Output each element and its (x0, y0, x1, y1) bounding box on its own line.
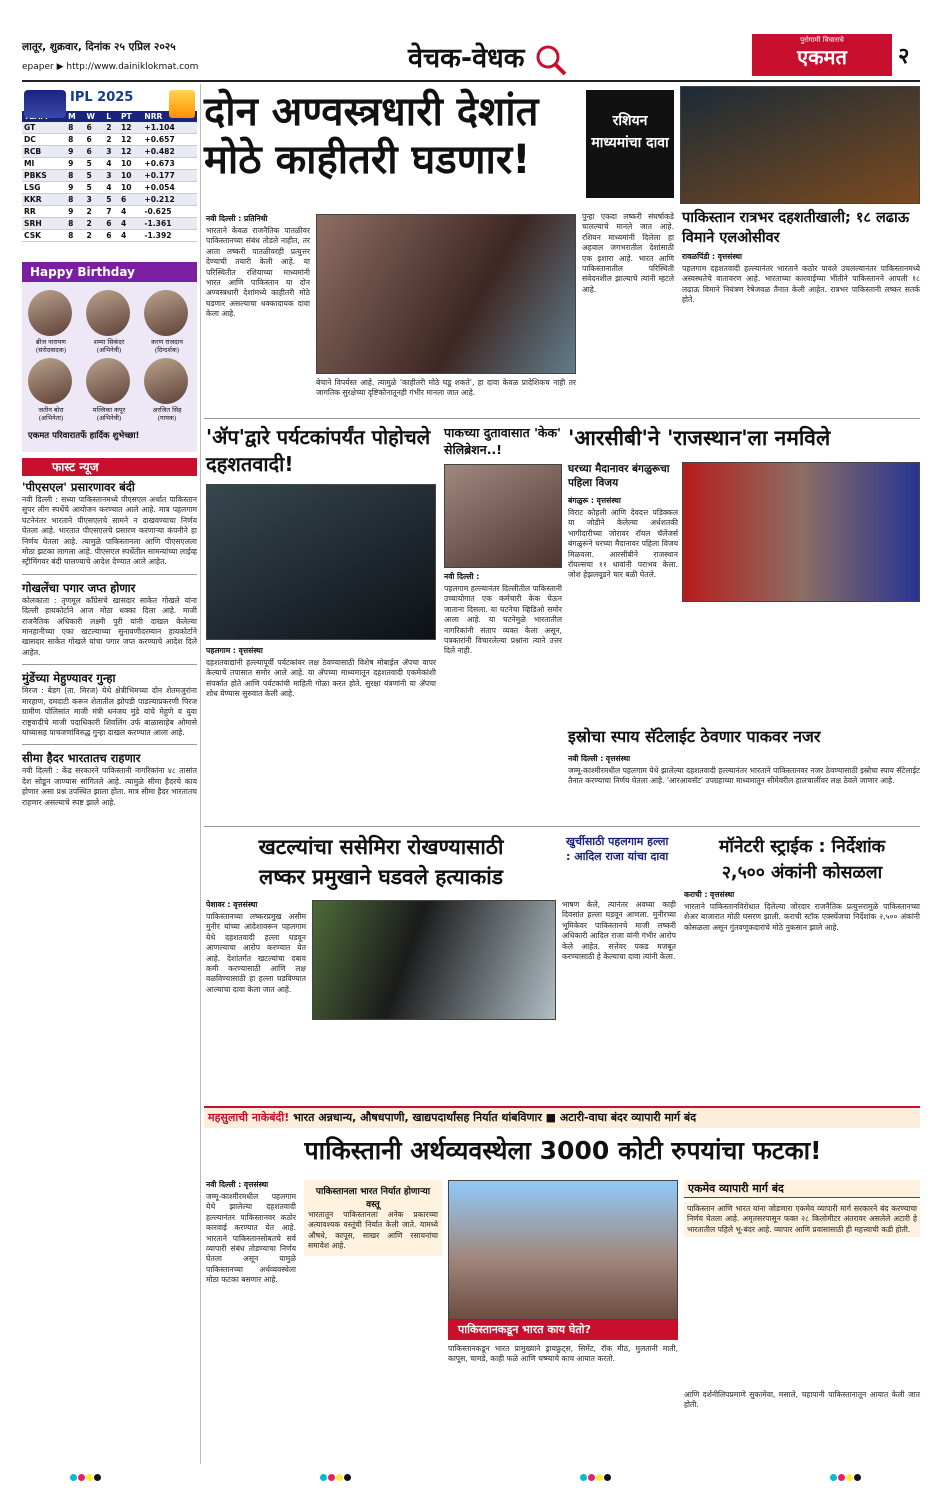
monetary-headline-line: २,५०० अंकांनी कोसळला (721, 863, 883, 883)
ipl-cell: +0.482 (142, 146, 197, 158)
lead-body: भारताने केवळ राजनैतिक पातळीवर पाकिस्तानच्या संबंध तोडले नाहीत, तर आता लष्करी पातळीवरही प्रत्युत्तर देण्याची तयारी केली आहे. या परिस्थितीत रशियाच्या माध्यमांनी भारत आणि पाकिस्तान या दोन अण्वस्त्रधारी देशांमध्ये काहीतरी मोठे घडणार असल्याचा धक्कादायक दावा केला आहे. (206, 226, 310, 319)
magenta-dot-icon (838, 1474, 845, 1481)
ipl-cell: 2 (104, 134, 119, 146)
ipl-cell: 2 (85, 230, 105, 242)
ipl-cell: 9 (66, 206, 84, 218)
ipl-cell: LSG (22, 182, 66, 194)
band-hot: महसुलाची नाकेबंदी! (208, 1111, 290, 1124)
import-caption: पाकिस्तानकडून भारत प्रामुख्याने ड्रायफ्रुट्स, सिमेंट, रॉक मीठ, मुलतानी माती, कापूस, चामडे, काही फळे आणि चष्म्याचे काच आयात करतो. (448, 1344, 678, 1364)
ipl-cell: 5 (85, 158, 105, 170)
ipl-cell: 8 (66, 230, 84, 242)
ipl-table (22, 111, 197, 242)
black-dot-icon (604, 1474, 611, 1481)
ipl-cell: -1.392 (142, 230, 197, 242)
magenta-dot-icon (328, 1474, 335, 1481)
ipl-column-header: NRR (142, 111, 197, 122)
lead-headline-line: दोन अण्वस्त्रधारी देशांत (204, 89, 539, 135)
economy-headline: पाकिस्तानी अर्थव्यवस्थेला 3000 कोटी रुपयांचा फटका! (304, 1136, 822, 1165)
column-rule (200, 84, 201, 1464)
lashkar-dateline: पेशावर : वृत्तसंस्था (206, 900, 258, 909)
pak-alert-body: पहलगाम दहशतवादी हल्ल्यानंतर भारताने कठोर पावले उचलल्यानंतर पाकिस्तानमध्ये अस्वस्थतेचे वातावरण आहे. भारताच्या कारवाईच्या भीतीने पाकिस्तानने आपली १८ लढाऊ विमाने नियंत्रण रेषेजवळ तैनात केली आहेत. रात्रभर पाकिस्तानी लष्कर सतर्क होते. (682, 264, 920, 305)
ipl-cell: 12 (119, 146, 142, 158)
monetary-headline-line: मॉनेटरी स्ट्राईक : निर्देशांक (718, 837, 886, 857)
ipl-cell: 8 (66, 170, 84, 182)
avatar (144, 290, 188, 336)
mosque-photo (448, 1180, 678, 1320)
ipl-cell: 10 (119, 182, 142, 194)
ipl-cell: 3 (104, 170, 119, 182)
black-dot-icon (94, 1474, 101, 1481)
ipl-cell: -0.625 (142, 206, 197, 218)
lashkar-headline-line: लष्कर प्रमुखाने घडवले हत्याकांड (259, 865, 503, 889)
monetary-dateline: कराची : वृत्तसंस्था (684, 890, 735, 899)
lashkar-headline-line: खटल्यांचा ससेमिरा रोखण्यासाठी (258, 835, 504, 859)
table-row (22, 194, 197, 206)
fighter-jet-photo (680, 86, 920, 204)
section-rule (204, 826, 920, 827)
pak-alert-dateline: रावळपिंडी : वृत्तसंस्था (682, 252, 742, 261)
registration-marks (830, 1474, 862, 1483)
epaper-url[interactable] (22, 62, 198, 72)
lead-body: पुन्हा एकदा लष्करी संघर्षाकडे चालल्याचे मानले जात आहे. रशियन माध्यमांनी दिलेला हा अहवाल जगभरातील देशांसाठी एक इशारा आहे. भारत आणि पाकिस्तानातील परिस्थिती संवेदनशील झाल्याचे त्यांनी म्हटले आहे. (582, 212, 674, 294)
table-row (22, 182, 197, 194)
ipl-cell: PBKS (22, 170, 66, 182)
ipl-cell: +0.673 (142, 158, 197, 170)
app-story-headline: 'ॲप'द्वारे पर्यटकांपर्यंत पोहोचले दहशतवादी! (206, 425, 431, 476)
ipl-column-header: L (104, 111, 119, 122)
fast-news-body: कोलकाता : तृणमूल काँग्रेसचे खासदार साकेत गोखले यांना दिल्ली हायकोर्टाने आज मोठा धक्का दिला आहे. माजी राजनैतिक अधिकारी लक्ष्मी पुरी यांनी दाखल केलेल्या मानहानीच्या एका खटल्याच्या सुनावणीदरम्यान हायकोर्टाने खासदार साकेत गोखले यांचा पगार जप्त करण्याचे आदेश दिले आहेत. (22, 595, 197, 657)
ipl-cell: 7 (104, 206, 119, 218)
ipl-cell: 4 (104, 182, 119, 194)
birthday-box (22, 262, 197, 452)
ipl-column-header: M (66, 111, 84, 122)
ipl-cell: +0.177 (142, 170, 197, 182)
yellow-dot-icon (336, 1474, 343, 1481)
ipl-cell: 9 (66, 146, 84, 158)
cyan-dot-icon (580, 1474, 587, 1481)
ipl-cell: 3 (85, 194, 105, 206)
magenta-dot-icon (78, 1474, 85, 1481)
fast-news-body: नवी दिल्ली : सध्या पाकिस्तानमध्ये पीएसएल अर्थात पाकिस्तान सुपर लीग स्पर्धेचे आयोजन करण्यात आले आहे. मात्र पहलगाम घटनेनंतर भारताने पीएसएलचे सामने न दाखवण्याचा निर्णय घेतला आहे. भारतात पीएसएलचे प्रसारण करणाऱ्या कंपनीने हा निर्णय घेतला आहे. त्यामुळे पाकिस्तानला आणि पीएसएलला मोठा झटका लागला आहे. पीएसएल स्पर्धेतील सामन्यांच्या लाईव्ह स्ट्रीमिंगवर बंदी घालण्याचे आदेश देण्यात आले आहेत. (22, 495, 197, 567)
app-story-body: दहशतवाद्यांनी हल्ल्यापूर्वी पर्यटकांवर लक्ष ठेवण्यासाठी विशेष मोबाईल ॲपचा वापर केल्याचे तपासात समोर आले आहे. या ॲपच्या माध्यमातून दहशतवादी एकमेकांशी संपर्कात होते आणि पर्यटकांची माहिती गोळा करत होते. सुरक्षा यंत्रणांनी या ॲपचा शोध घेण्यास सुरुवात केली आहे. (206, 658, 436, 699)
avatar (86, 290, 130, 336)
dateline: लातूर, शुक्रवार, दिनांक २५ एप्रिल २०२५ (22, 41, 176, 53)
ipl-cell: 8 (66, 134, 84, 146)
pahalgam-claim-body: भाषण केले, त्यानंतर अवघ्या काही दिवसांत हल्ला घडवून आणला. मुनीरच्या भूमिकेवर पाकिस्तानचे माजी लष्करी अधिकारी आदिल राजा यांनी गंभीर आरोप केले आहेत. सत्तेवर पकड मजबूत करण्यासाठी हे केल्याचा दावा त्यांनी केला. (562, 900, 676, 962)
ipl-cell: DC (22, 134, 66, 146)
avatar (28, 358, 72, 404)
birthday-person: शम्मा सिकंदर (अभिनेत्री) (93, 338, 125, 354)
ipl-cell: 10 (119, 170, 142, 182)
ipl-cell: 4 (119, 206, 142, 218)
table-row (22, 158, 197, 170)
ipl-cell: +0.657 (142, 134, 197, 146)
brand-logo (752, 34, 892, 76)
section-title (408, 38, 568, 77)
trade-band (204, 1106, 920, 1128)
app-story-dateline: पहलगाम : वृत्तसंस्था (206, 646, 263, 655)
lead-kicker: रशियन माध्यमांचा दावा (586, 90, 674, 198)
ipl-cell: 6 (85, 134, 105, 146)
ipl-cell: 10 (119, 158, 142, 170)
ipl-logo-icon (24, 90, 66, 118)
fast-news-headline: 'पीएसएल' प्रसारणावर बंदी (22, 480, 135, 494)
isro-dateline: नवी दिल्ली : वृत्तसंस्था (568, 754, 631, 763)
ipl-cell: 6 (85, 122, 105, 134)
black-dot-icon (344, 1474, 351, 1481)
birthday-title: Happy Birthday (22, 262, 197, 282)
ipl-cell: +1.104 (142, 122, 197, 134)
ipl-cell: 3 (104, 146, 119, 158)
economy-dateline: नवी दिल्ली : वृत्तसंस्था (206, 1180, 269, 1189)
ipl-cell: -1.361 (142, 218, 197, 230)
ipl-cell: SRH (22, 218, 66, 230)
section-rule (204, 418, 920, 419)
ipl-cell: 5 (85, 170, 105, 182)
birthday-person: अरजित सिंह (गायक) (152, 406, 182, 422)
band-text: भारत अन्नधान्य, औषधपाणी, खाद्यपदार्थांसह निर्यात थांबविणार ■ अटारी-वाघा बंदर व्यापारी मार्ग बंद (293, 1111, 697, 1124)
header-rule (22, 80, 920, 82)
ipl-cell: KKR (22, 194, 66, 206)
fast-news-headline: सीमा हैदर भारतातच राहणार (22, 751, 141, 766)
page-number: २ (898, 44, 910, 69)
yellow-dot-icon (846, 1474, 853, 1481)
magnifier-icon (534, 43, 568, 77)
rcb-dateline: बंगळुरू : वृत्तसंस्था (568, 496, 621, 505)
export-box-body: भारतातून पाकिस्तानला अनेक प्रकारच्या अत्यावश्यक वस्तूंची निर्यात केली जाते. यामध्ये औषधे, कापूस, साखर आणि रसायनांचा समावेश आहे. (308, 1210, 438, 1251)
lead-headline (204, 88, 538, 184)
app-story-photo (206, 484, 436, 640)
ipl-cell: +0.212 (142, 194, 197, 206)
ipl-column-header: W (85, 111, 105, 122)
lashkar-headline (206, 832, 556, 892)
ipl-cell: GT (22, 122, 66, 134)
magenta-dot-icon (588, 1474, 595, 1481)
section-title-text: वेचक-वेधक (408, 43, 525, 74)
ipl-cell: 12 (119, 134, 142, 146)
table-row (22, 122, 197, 134)
rcb-photo (682, 462, 920, 602)
economy-body: जम्मू-काश्मीरमधील पहलगाम येथे झालेल्या दहशतवादी हल्ल्यानंतर पाकिस्तानवर कठोर कारवाई करण्यात येत आहे. भारताने पाकिस्तानसोबतचे सर्व व्यापारी संबंध तोडण्याचा निर्णय घेतला असून यामुळे पाकिस्तानच्या अर्थव्यवस्थेला मोठा फटका बसणार आहे. (206, 1192, 296, 1285)
epaper-label: epaper (22, 62, 54, 72)
import-caption-headline: पाकिस्तानकडून भारत काय घेतो? (448, 1320, 678, 1340)
ipl-cell: 2 (85, 206, 105, 218)
birthday-person: मल्लिका कपूर (अभिनेत्री) (92, 406, 126, 422)
table-row (22, 134, 197, 146)
ipl-cell: RR (22, 206, 66, 218)
table-row (22, 146, 197, 158)
cake-story-photo (444, 464, 562, 568)
ipl-cell: 8 (66, 122, 84, 134)
birthday-person: करण राजदान (दिग्दर्शक) (151, 338, 183, 354)
brand-tagline: पुरोगामी विचाराचे (800, 36, 844, 44)
divider (22, 664, 197, 665)
fast-news-column (22, 480, 197, 808)
globe-icon: ▶ (56, 62, 64, 72)
pak-alert-headline: पाकिस्तान रात्रभर दहशतीखाली; १८ लढाऊ विमाने एलओसीवर (682, 210, 910, 246)
fast-news-headline: मुंडेंच्या मेहुण्यावर गुन्हा (22, 671, 116, 686)
lashkar-body: पाकिस्तानच्या लष्करप्रमुख असीम मुनीर यांच्या आदेशावरून पहलगाम येथे दहशतवादी हल्ला घडवून आणल्याचा आरोप करण्यात येत आहे. देशांतर्गत खटल्यांचा दबाव कमी करण्यासाठी आणि लक्ष वळविण्यासाठी हा हल्ला घडविण्यात आल्याचा दावा केला जात आहे. (206, 912, 306, 994)
brand-name: एकमत (797, 45, 847, 69)
fast-news-body: मिरज : बेडग (ता. मिरज) येथे क्षेत्रीभिमच्या दोन शेतमजुरांना मारहाण, दमदाटी करून शेतातील झोपडी पाडल्याप्रकरणी पिरज ग्रामीण पोलिसांत माजी मंत्री धनंजय मुंडे यांचे मेहुणे व युवा राष्ट्रवादीचे माजी पदाधिकारी शिवलिंग उर्फ बाळासाहेब ओमासे यांच्यासह पाचजणांविरुद्ध गुन्हा दाखल करण्यात आला आहे. (22, 686, 197, 737)
pahalgam-claim-headline: खुर्चीसाठी पहलगाम हल्ला : आदिल राजा यांचा दावा (566, 835, 669, 863)
ipl-cell: 6 (104, 218, 119, 230)
cake-story-body: पहलगाम हल्ल्यानंतर दिल्लीतील पाकिस्तानी उच्चायोगात एक कर्मचारी केक घेऊन जाताना दिसला. या घटनेचा व्हिडिओ समोर आला आहे. या घटनेमुळे भारतातील नागरिकांनी संताप व्यक्त केला असून, पत्रकारांनी विचारलेल्या प्रश्नांना त्याने उत्तर दिले नाही. (444, 584, 562, 656)
trade-route-body: पाकिस्तान आणि भारत यांना जोडणारा एकमेव व्यापारी मार्ग सरकारने बंद करण्याचा निर्णय घेतला आहे. अमृतसरपासून फक्त २८ किलोमीटर अंतरावर असलेले अटारी हे भारतातील पहिले भू-बंदर आहे. व्यापार आणि प्रवासासाठी ही महत्त्वाची कडी होती. (684, 1202, 920, 1237)
cyan-dot-icon (320, 1474, 327, 1481)
cake-story-dateline: नवी दिल्ली : (444, 572, 480, 581)
leaders-photo (316, 214, 576, 374)
cyan-dot-icon (70, 1474, 77, 1481)
ipl-cell: 6 (104, 230, 119, 242)
ipl-cell: 5 (104, 194, 119, 206)
fast-news-body: नवी दिल्ली : केंद्र सरकारने पाकिस्तानी नागरिकांना ४८ तासांत देश सोडून जाण्यास सांगितले आहे. त्यामुळे सीमा हैदरचे काय होणार असा प्रश्न उपस्थित झाला होता. मात्र सीमा हैदर भारतातच राहणार असल्याचे स्पष्ट झाले आहे. (22, 766, 197, 807)
isro-headline: इस्रोचा स्पाय सॅटेलाईट ठेवणार पाकवर नजर (568, 727, 821, 746)
birthday-footer: एकमत परिवारातर्फे हार्दिक शुभेच्छा! (28, 431, 140, 441)
export-box-headline: पाकिस्तानला भारत निर्यात होणाऱ्या वस्तू (315, 1187, 431, 1210)
ipl-cell: 2 (104, 122, 119, 134)
ipl-cell: 4 (104, 158, 119, 170)
ipl-cell: 8 (66, 218, 84, 230)
divider (22, 574, 197, 575)
ipl-cell: +0.054 (142, 182, 197, 194)
ipl-cell: CSK (22, 230, 66, 242)
cake-story-headline: पाकच्या दुतावासात 'केक' सेलिब्रेशन..! (444, 425, 561, 457)
avatar (28, 290, 72, 336)
yellow-dot-icon (86, 1474, 93, 1481)
trophy-icon (169, 90, 195, 118)
birthday-person: ब्रीज नारायण (सरोदवादक) (35, 338, 67, 354)
table-row (22, 230, 197, 242)
cyan-dot-icon (830, 1474, 837, 1481)
yellow-dot-icon (596, 1474, 603, 1481)
fast-news-headline: गोखलेंचा पगार जप्त होणार (22, 580, 136, 595)
registration-marks (70, 1474, 102, 1483)
birthday-person: जतीन बोरा (अभिनेता) (38, 406, 64, 422)
rcb-subheadline: घरच्या मैदानावर बंगळुरूचा पहिला विजय (568, 463, 670, 489)
black-dot-icon (854, 1474, 861, 1481)
registration-marks (320, 1474, 352, 1483)
lead-dateline: नवी दिल्ली : प्रतिनिधी (206, 214, 268, 223)
export-box (304, 1180, 442, 1256)
ipl-title: IPL 2025 (70, 90, 134, 105)
ipl-cell: 5 (85, 182, 105, 194)
epaper-link[interactable]: http://www.dainiklokmat.com (66, 62, 199, 72)
table-row (22, 206, 197, 218)
ipl-points-table (22, 90, 197, 260)
table-row (22, 170, 197, 182)
lashkar-photo (312, 900, 556, 1020)
ipl-cell: 2 (85, 218, 105, 230)
ipl-cell: 4 (119, 218, 142, 230)
ipl-cell: 12 (119, 122, 142, 134)
ipl-cell: 6 (85, 146, 105, 158)
trade-route-body-extra: आणि दर्शनीलिपप्रमाणे सुकामेवा, मसाले, चहापानी पाकिस्तानातून आयात केली जात होती. (684, 1390, 920, 1410)
ipl-cell: 8 (66, 194, 84, 206)
rcb-headline: 'आरसीबी'ने 'राजस्थान'ला नमविले (568, 426, 831, 450)
monetary-body: भारताने पाकिस्तानविरोधात दिलेल्या जोरदार राजनैतिक प्रत्युत्तरामुळे पाकिस्तानच्या शेअर बाजारात मोठी घसरण झाली. कराची स्टॉक एक्स्चेंजचा निर्देशांक २,५०० अंकांनी कोसळला असून गुंतवणूकदारांचे मोठे नुकसान झाले आहे. (684, 902, 920, 932)
monetary-headline (684, 834, 920, 886)
ipl-cell: MI (22, 158, 66, 170)
trade-route-headline: एकमेव व्यापारी मार्ग बंद (684, 1180, 920, 1198)
registration-marks (580, 1474, 612, 1483)
fast-news-label: फास्ट न्यूज (22, 458, 197, 476)
isro-body: जम्मू-काश्मीरमधील पहलगाम येथे झालेल्या दहशतवादी हल्ल्यानंतर भारताने पाकिस्तानवर नजर ठेवण्यासाठी इस्रोचा स्पाय सॅटेलाईट तैनात करण्याचा निर्णय घेतला आहे. 'आरआयसॅट' उपग्रहाच्या माध्यमातून सीमेवरील हालचालींवर लक्ष ठेवले जाणार आहे. (568, 766, 920, 786)
divider (22, 744, 197, 745)
lead-headline-line: मोठे काहीतरी घडणार! (204, 137, 531, 183)
ipl-cell: 9 (66, 182, 84, 194)
ipl-cell: 9 (66, 158, 84, 170)
avatar (86, 358, 130, 404)
ipl-cell: RCB (22, 146, 66, 158)
ipl-cell: 4 (119, 230, 142, 242)
table-row (22, 218, 197, 230)
rcb-body: विराट कोहली आणि देवदत्त पडिक्कल या जोडीने केलेल्या अर्धशतकी भागीदारीच्या जोरावर रॉयल चॅलेंजर्स बंगळुरूने घरच्या मैदानावर पहिला विजय मिळवला. आरसीबीने राजस्थान रॉयल्सचा ११ धावांनी पराभव केला. जोश हेझलवूडने चार बळी घेतले. (568, 508, 678, 580)
ipl-column-header: PT (119, 111, 142, 122)
ipl-cell: 6 (119, 194, 142, 206)
avatar (144, 358, 188, 404)
lead-body: बेचाने विपर्यस्त आहे. त्यामुळे 'काहीतरी मोठे घडू शकते', हा दावा केवळ प्रादेशिकच नाही तर जागतिक सुरक्षेच्या दृष्टिकोनातूनही गंभीर मानला जात आहे. (316, 378, 576, 398)
